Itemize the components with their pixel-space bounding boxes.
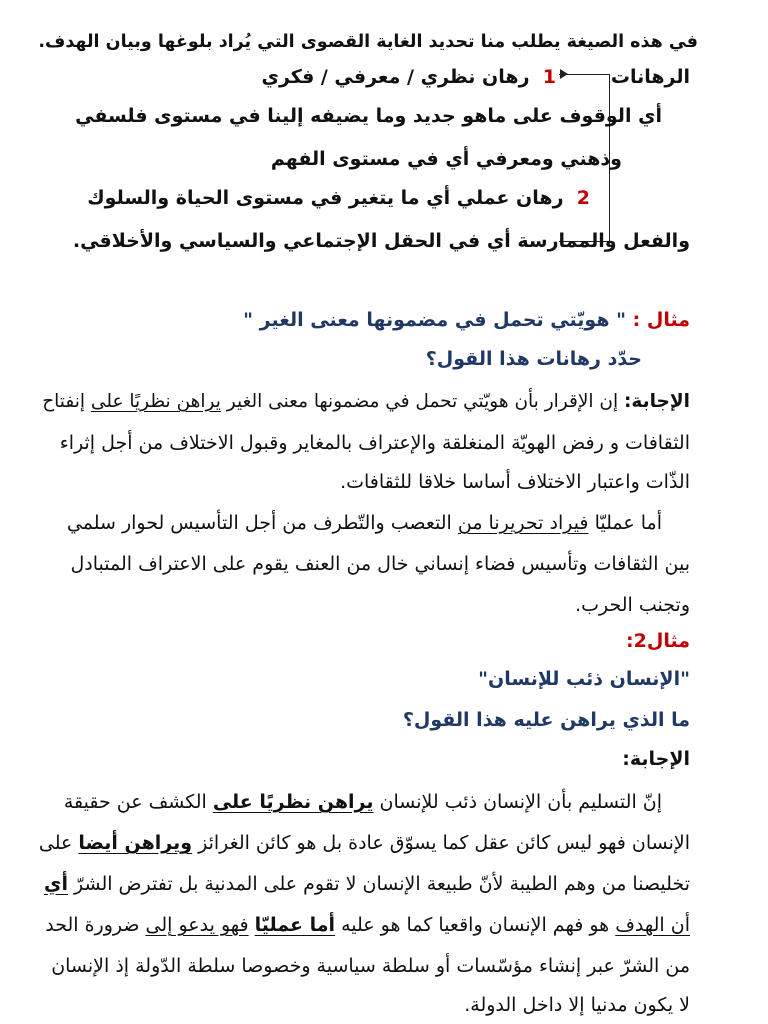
example1-answer-label: الإجابة: — [624, 391, 690, 412]
example1-quote: " هويّتي تحمل في مضمونها معنى الغير " — [243, 309, 627, 331]
text-run: على — [38, 832, 79, 854]
underlined-text: فيراد تحريرنا من — [457, 512, 589, 534]
example1-label: مثال : — [632, 309, 690, 331]
stake-theory-desc: أي الوقوف على ماهو جديد وما يضيفه إلينا في مستوى فلسفي — [75, 105, 662, 127]
text-run: إن الإقرار بأن هويّتي تحمل في مضمونها معنى الغير — [220, 391, 619, 412]
arrow-right-icon — [560, 69, 568, 79]
example1-text-line: الذّات واعتبار الاختلاف أساسا خلاقا للثقافات. — [340, 471, 690, 493]
example2-text-line — [45, 910, 690, 940]
example1-text-line: وتجنب الحرب. — [575, 594, 690, 616]
stake-practical-number: 2 — [576, 187, 590, 209]
text-run: ضرورة الحد — [45, 914, 146, 936]
example1-answer-line — [42, 387, 690, 417]
example1-question: حدّد رهانات هذا القول؟ — [425, 348, 642, 370]
stake-theory-title: رهان نظري / معرفي / فكري — [261, 66, 530, 88]
stake-practical-desc: أي ما يتغير في مستوى الحياة والسلوك — [87, 187, 451, 209]
stake-theory-number: 1 — [542, 66, 556, 88]
example1-heading — [243, 305, 690, 335]
intro-line: في هذه الصيغة يطلب منا تحديد الغاية القصوى التي يُراد بلوغها وبيان الهدف. — [38, 32, 698, 52]
example1-text-line — [67, 508, 662, 538]
text-run: هو فهم الإنسان واقعيا كما هو عليه — [335, 914, 616, 936]
underlined-text: يراهن نظريًا على — [212, 791, 374, 813]
underlined-text: ويراهن أيضا — [78, 832, 193, 854]
text-run: إنّ التسليم بأن الإنسان ذئب للإنسان — [373, 791, 662, 813]
text-run: تخليصنا من وهم الطيبة لأنّ طبيعة الإنسان لا تقوم على المدنية بل تفترض الشرّ — [67, 873, 690, 895]
example2-question: ما الذي يراهن عليه هذا القول؟ — [402, 709, 690, 731]
stake-theory-desc: وذهني ومعرفي أي في مستوى الفهم — [270, 148, 622, 170]
example2-quote: "الإنسان ذئب للإنسان" — [478, 668, 690, 690]
underlined-text: يراهن نظريًا على — [90, 391, 221, 412]
example1-text-line: الثقافات و رفض الهويّة المنغلقة والإعتراف بالمغاير وقبول الاختلاف من أجل إثراء — [59, 432, 690, 454]
example2-answer-label: الإجابة: — [622, 748, 690, 770]
underlined-text: فهو يدعو إلى — [145, 914, 249, 936]
example2-text-line: من الشرّ عبر إنشاء مؤسّسات أو سلطة سياسية وخصوصا سلطة الدّولة إذ الإنسان — [51, 955, 690, 977]
stake-theory — [262, 62, 556, 92]
example1-text-line: بين الثقافات وتأسيس فضاء إنساني خال من العنف يقوم على الاعتراف المتبادل — [70, 553, 690, 575]
text-run: الإنسان فهو ليس كائن عقل كما يسوّق عادة بل هو كائن الغرائز — [192, 832, 690, 854]
text-run: التعصب والتّطرف من أجل التأسيس لحوار سلمي — [66, 512, 458, 534]
stakes-label: الرهانات — [610, 66, 690, 88]
example2-text-line — [44, 869, 690, 899]
stake-practical — [87, 183, 590, 213]
underlined-text: أما عمليّا — [254, 914, 336, 936]
underlined-text: أي — [44, 873, 68, 895]
example2-text-line — [64, 787, 662, 817]
text-run: أما عمليّا — [588, 512, 662, 534]
text-run: الكشف عن حقيقة — [63, 791, 213, 813]
example2-text-line: لا يكون مدنيا إلا داخل الدولة. — [464, 994, 690, 1016]
text-run: إنفتاح — [42, 391, 91, 412]
example2-label: مثال2: — [626, 630, 690, 652]
stake-practical-desc: والفعل والممارسة أي في الحقل الإجتماعي والسياسي والأخلاقي. — [72, 230, 690, 252]
stake-practical-title: رهان عملي — [456, 187, 564, 209]
underlined-text: أن الهدف — [615, 914, 690, 936]
example2-text-line — [39, 828, 690, 858]
